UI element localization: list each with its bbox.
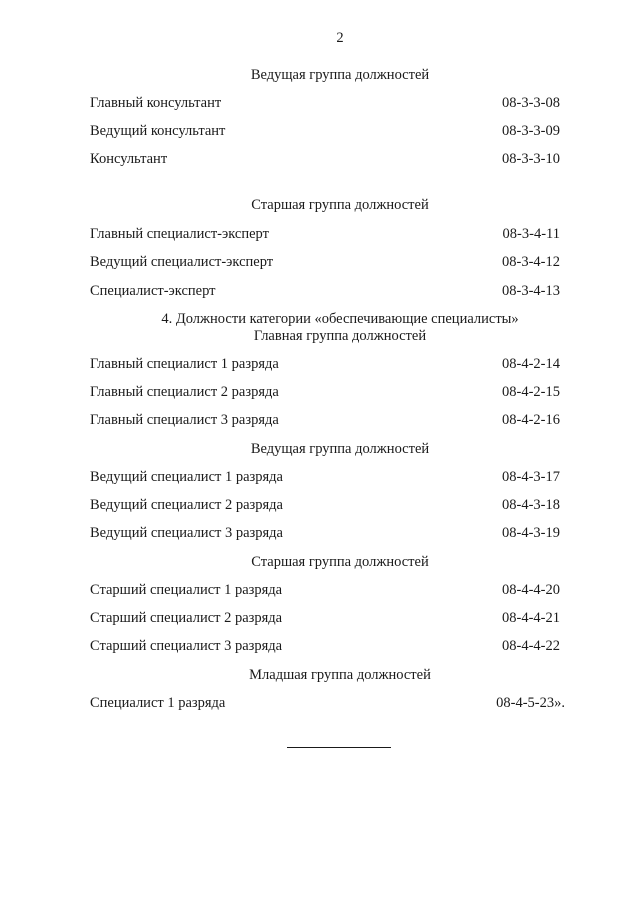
position-code: 08-4-3-19 bbox=[502, 525, 560, 541]
position-row bbox=[90, 469, 560, 489]
position-code: 08-4-3-18 bbox=[502, 497, 560, 513]
position-row bbox=[90, 695, 565, 715]
position-row bbox=[90, 226, 560, 246]
position-row bbox=[90, 95, 560, 115]
position-row bbox=[90, 283, 560, 303]
position-row bbox=[90, 151, 560, 171]
position-code: 08-3-4-13 bbox=[502, 283, 560, 299]
position-name: Ведущий специалист 2 разряда bbox=[90, 497, 283, 513]
position-row bbox=[90, 254, 560, 274]
position-name: Главный специалист-эксперт bbox=[90, 226, 269, 242]
position-row bbox=[90, 356, 560, 376]
position-name: Главный консультант bbox=[90, 95, 222, 111]
position-name: Ведущий специалист 3 разряда bbox=[90, 525, 283, 541]
position-code: 08-4-4-21 bbox=[502, 610, 560, 626]
position-row bbox=[90, 525, 560, 545]
position-name: Консультант bbox=[90, 151, 168, 167]
section-heading: Ведущая группа должностей bbox=[250, 67, 430, 83]
position-name: Старший специалист 3 разряда bbox=[90, 638, 283, 654]
position-name: Специалист-эксперт bbox=[90, 283, 216, 299]
position-code: 08-4-5-23». bbox=[496, 695, 565, 711]
section-heading: Младшая группа должностей bbox=[249, 667, 431, 683]
position-row bbox=[90, 412, 560, 432]
end-separator-line bbox=[287, 747, 391, 748]
section-heading: Старшая группа должностей bbox=[251, 197, 429, 213]
section-heading: Ведущая группа должностей bbox=[250, 441, 430, 457]
position-code: 08-4-4-20 bbox=[502, 582, 560, 598]
position-name: Главный специалист 2 разряда bbox=[90, 384, 279, 400]
position-row bbox=[90, 123, 560, 143]
position-code: 08-3-3-09 bbox=[502, 123, 560, 139]
position-name: Ведущий специалист-эксперт bbox=[90, 254, 274, 270]
position-row bbox=[90, 610, 560, 630]
position-name: Главный специалист 1 разряда bbox=[90, 356, 279, 372]
position-code: 08-4-3-17 bbox=[502, 469, 560, 485]
position-code: 08-4-2-15 bbox=[502, 384, 560, 400]
position-row bbox=[90, 638, 560, 658]
position-code: 08-4-4-22 bbox=[502, 638, 560, 654]
page-number: 2 bbox=[336, 30, 344, 46]
position-code: 08-4-2-16 bbox=[502, 412, 560, 428]
position-code: 08-3-3-08 bbox=[502, 95, 560, 111]
position-code: 08-4-2-14 bbox=[502, 356, 560, 372]
position-row bbox=[90, 384, 560, 404]
position-code: 08-3-4-11 bbox=[502, 226, 560, 242]
category-title: 4. Должности категории «обеспечивающие специалисты» bbox=[161, 311, 519, 327]
position-name: Главный специалист 3 разряда bbox=[90, 412, 279, 428]
position-code: 08-3-4-12 bbox=[502, 254, 560, 270]
section-heading: Старшая группа должностей bbox=[251, 554, 429, 570]
section-heading: Главная группа должностей bbox=[253, 328, 427, 344]
position-name: Ведущий специалист 1 разряда bbox=[90, 469, 283, 485]
position-row bbox=[90, 497, 560, 517]
position-row bbox=[90, 582, 560, 602]
position-code: 08-3-3-10 bbox=[502, 151, 560, 167]
position-name: Старший специалист 1 разряда bbox=[90, 582, 283, 598]
position-name: Ведущий консультант bbox=[90, 123, 226, 139]
position-name: Старший специалист 2 разряда bbox=[90, 610, 283, 626]
position-name: Специалист 1 разряда bbox=[90, 695, 226, 711]
